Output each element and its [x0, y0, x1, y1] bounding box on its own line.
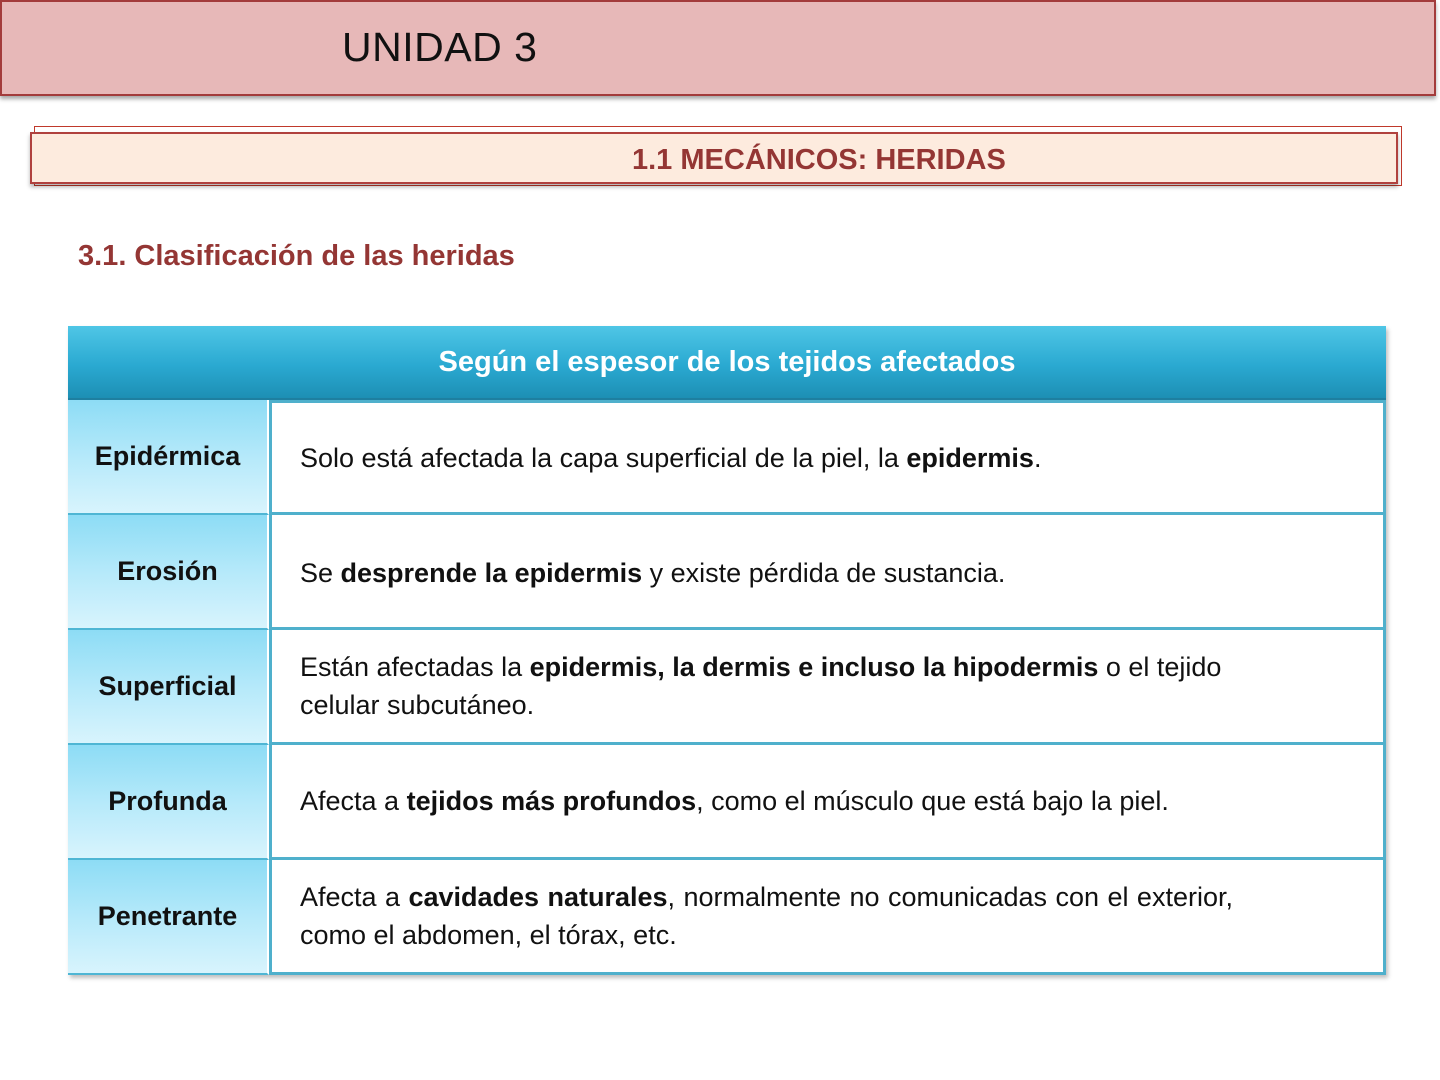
table-row	[68, 860, 1386, 975]
description-cell	[269, 515, 1386, 630]
description-segment: Se	[300, 558, 341, 588]
description-cell	[269, 630, 1386, 745]
description-text	[300, 648, 1233, 724]
table-row	[68, 400, 1386, 515]
description-segment: , normalmente no comunicadas con el exterior, como el abdomen, el tórax, etc.	[300, 882, 1233, 950]
description-segment: Solo está afectada la capa superficial de la piel, la	[300, 442, 907, 473]
description-segment: .	[1033, 442, 1042, 473]
description-text	[300, 554, 1005, 592]
description-cell	[269, 400, 1386, 515]
description-segment: Afecta a	[300, 882, 409, 912]
description-text	[300, 439, 1041, 477]
classification-table	[68, 326, 1386, 975]
table-row	[68, 745, 1386, 860]
description-segment: o el tejido celular subcutáneo.	[300, 652, 1222, 720]
term-cell: Profunda	[68, 745, 269, 860]
term-cell: Epidérmica	[68, 400, 269, 515]
term-cell: Penetrante	[68, 860, 269, 975]
description-text	[300, 878, 1233, 954]
section-banner	[30, 132, 1398, 184]
section-title: 1.1 MECÁNICOS: HERIDAS	[632, 144, 1006, 176]
table-row	[68, 515, 1386, 630]
description-cell	[269, 745, 1386, 860]
description-cell	[269, 860, 1386, 975]
description-segment: , como el músculo que está bajo la piel.	[696, 786, 1169, 816]
description-text	[300, 782, 1169, 820]
description-segment: y existe pérdida de sustancia.	[642, 558, 1006, 588]
unit-title: UNIDAD 3	[342, 24, 538, 70]
description-bold-segment: desprende la epidermis	[340, 558, 643, 588]
description-segment: Están afectadas la	[300, 652, 530, 682]
description-segment: Afecta a	[300, 786, 407, 816]
description-bold-segment: epidermis	[906, 442, 1034, 473]
description-bold-segment: tejidos más profundos	[406, 786, 697, 816]
table-row	[68, 630, 1386, 745]
subheading: 3.1. Clasificación de las heridas	[78, 240, 515, 272]
term-cell: Superficial	[68, 630, 269, 745]
table-header: Según el espesor de los tejidos afectados	[68, 326, 1386, 400]
description-bold-segment: cavidades naturales	[408, 882, 668, 912]
term-cell: Erosión	[68, 515, 269, 630]
description-bold-segment: epidermis, la dermis e incluso la hipodermis	[529, 652, 1099, 682]
unit-banner	[0, 0, 1436, 96]
